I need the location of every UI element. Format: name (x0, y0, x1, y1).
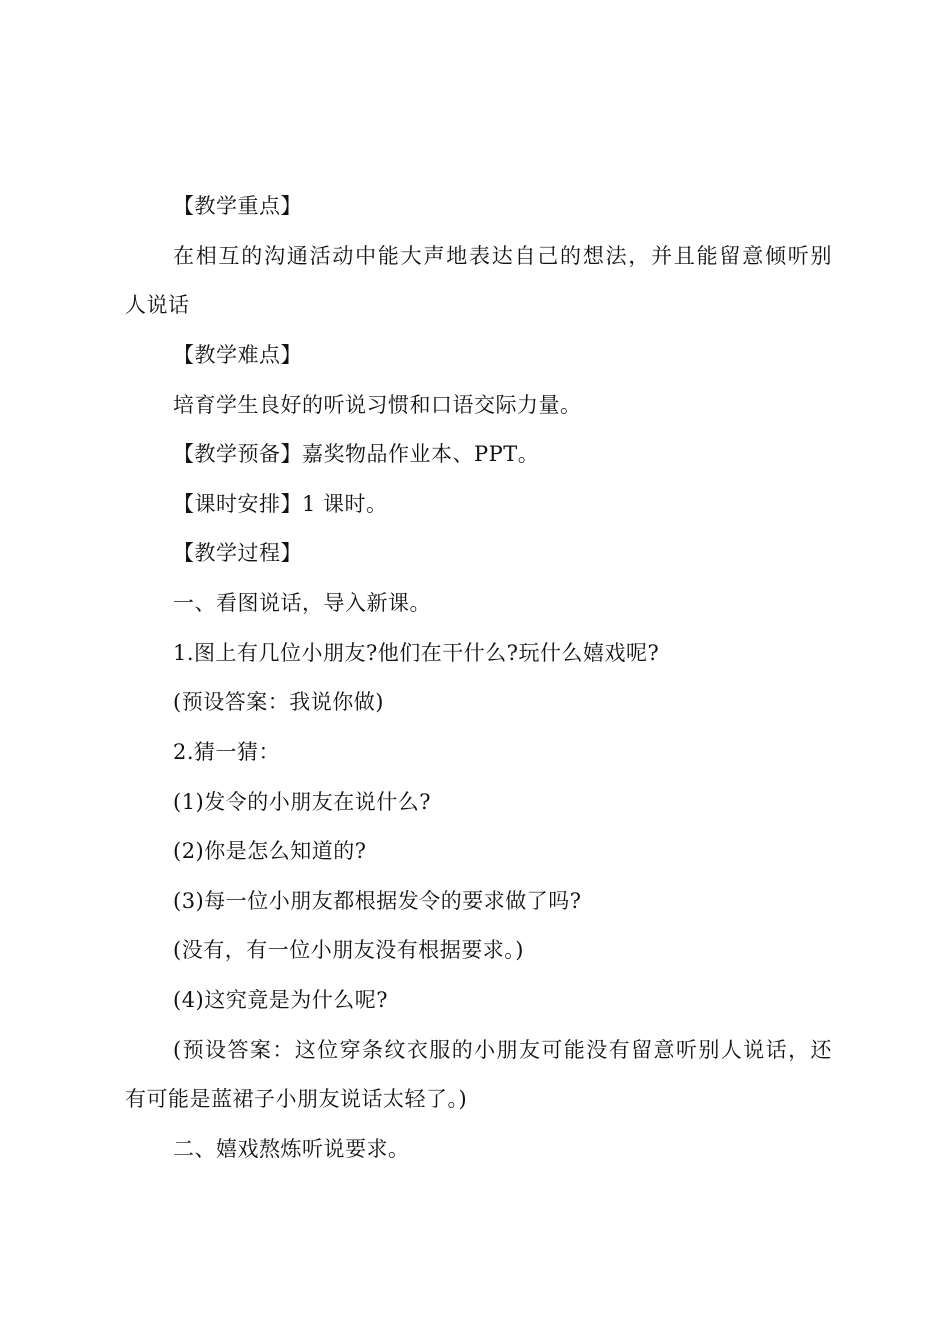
answer-4-line-1: (预设答案：这位穿条纹衣服的小朋友可能没有留意听别人说话，还 (173, 1038, 832, 1062)
paragraph-focus-line-2: 人说话 (125, 293, 190, 317)
subquestion-4: (4)这究竟是为什么呢? (173, 988, 389, 1012)
section-one-title: 一、看图说话，导入新课。 (173, 591, 431, 615)
subquestion-1: (1)发令的小朋友在说什么? (173, 790, 432, 814)
answer-3: (没有，有一位小朋友没有根据要求。) (173, 938, 524, 962)
subquestion-2: (2)你是怎么知道的? (173, 839, 367, 863)
question-1: 1.图上有几位小朋友?他们在干什么?玩什么嬉戏呢? (173, 641, 660, 665)
heading-teaching-process: 【教学过程】 (173, 541, 302, 565)
subquestion-3: (3)每一位小朋友都根据发令的要求做了吗? (173, 889, 582, 913)
answer-4-line-2: 有可能是蓝裙子小朋友说话太轻了。) (125, 1087, 468, 1111)
question-2: 2.猜一猜： (173, 740, 281, 764)
heading-teaching-focus: 【教学重点】 (173, 194, 302, 218)
paragraph-focus-line-1: 在相互的沟通活动中能大声地表达自己的想法，并且能留意倾听别 (173, 244, 832, 268)
heading-teaching-difficulty: 【教学难点】 (173, 343, 302, 367)
paragraph-preparation: 【教学预备】嘉奖物品作业本、PPT。 (173, 442, 540, 466)
answer-1: (预设答案：我说你做) (173, 690, 384, 714)
paragraph-schedule: 【课时安排】1 课时。 (173, 492, 388, 516)
section-two-title: 二、嬉戏熬炼听说要求。 (173, 1137, 410, 1161)
paragraph-difficulty: 培育学生良好的听说习惯和口语交际力量。 (173, 393, 582, 417)
